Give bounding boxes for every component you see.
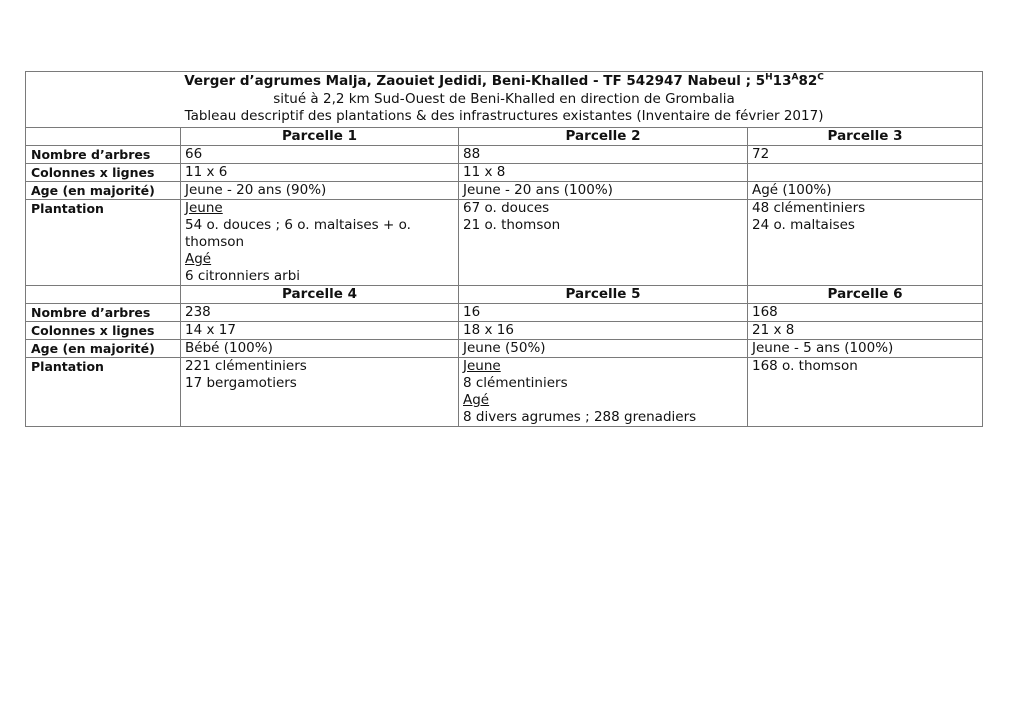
row-age xyxy=(26,181,983,199)
plantation-cell xyxy=(748,357,983,426)
table-cell: Bébé (100%) xyxy=(181,339,459,357)
parcel-name: Parcelle 4 xyxy=(181,285,459,303)
plantation-line: 6 citronniers arbi xyxy=(185,267,301,284)
title-sup-h: H xyxy=(765,72,773,83)
table-cell xyxy=(748,163,983,181)
plantation-cell xyxy=(459,357,748,426)
table-cell: 72 xyxy=(748,145,983,163)
row-grid xyxy=(26,163,983,181)
location-line: situé à 2,2 km Sud-Ouest de Beni-Khalled en direction de Grombalia xyxy=(273,90,735,107)
table-cell: 88 xyxy=(459,145,748,163)
table-cell: Jeune - 5 ans (100%) xyxy=(748,339,983,357)
table-description: Tableau descriptif des plantations & des infrastructures existantes (Inventaire de février 2017) xyxy=(184,108,824,124)
row-trees xyxy=(26,145,983,163)
table-cell: 168 xyxy=(748,303,983,321)
table-cell: 238 xyxy=(181,303,459,321)
title-area-part: 13 xyxy=(772,73,792,89)
empty-corner-cell xyxy=(26,285,181,303)
parcel-name: Parcelle 2 xyxy=(459,127,748,145)
table-cell: 11 x 6 xyxy=(181,163,459,181)
plantation-line: 8 divers agrumes ; 288 grenadiers xyxy=(463,408,697,425)
plantation-line: 24 o. maltaises xyxy=(752,216,855,233)
title-text: Verger d’agrumes Malja, Zaouiet Jedidi, Beni-Khalled - TF 542947 Nabeul ; 5 xyxy=(184,73,766,89)
header-row xyxy=(26,72,983,128)
table-cell: Jeune - 20 ans (100%) xyxy=(459,181,748,199)
table-cell: 14 x 17 xyxy=(181,321,459,339)
plantation-line: 17 bergamotiers xyxy=(185,374,297,391)
table-cell: 66 xyxy=(181,145,459,163)
table-cell: Jeune (50%) xyxy=(459,339,748,357)
plantation-line: Jeune xyxy=(463,357,501,374)
table-cell: 11 x 8 xyxy=(459,163,748,181)
table-cell: 21 x 8 xyxy=(748,321,983,339)
parcel-name: Parcelle 6 xyxy=(748,285,983,303)
plantation-line: Agé xyxy=(185,250,212,267)
parcel-header-row xyxy=(26,127,983,145)
plantation-line: 54 o. douces ; 6 o. maltaises + o. thomson xyxy=(185,216,411,250)
table-header xyxy=(26,72,983,128)
document-title xyxy=(30,73,978,91)
row-label: Colonnes x lignes xyxy=(26,163,181,181)
plantation-cell xyxy=(181,199,459,285)
row-label: Colonnes x lignes xyxy=(26,321,181,339)
row-label: Plantation xyxy=(26,199,181,285)
title-area-part2: 82 xyxy=(798,73,818,89)
table-cell: Jeune - 20 ans (90%) xyxy=(181,181,459,199)
plantation-table xyxy=(25,71,983,427)
title-sup-c: C xyxy=(817,72,824,83)
table-cell: 18 x 16 xyxy=(459,321,748,339)
plantation-line: 168 o. thomson xyxy=(752,357,858,374)
row-age xyxy=(26,339,983,357)
plantation-line: 48 clémentiniers xyxy=(752,199,866,216)
plantation-cell xyxy=(459,199,748,285)
row-trees xyxy=(26,303,983,321)
plantation-line: 67 o. douces xyxy=(463,199,550,216)
row-label: Nombre d’arbres xyxy=(26,303,181,321)
plantation-line: 21 o. thomson xyxy=(463,216,561,233)
table-cell: Agé (100%) xyxy=(748,181,983,199)
row-plantation xyxy=(26,357,983,426)
plantation-line: Agé xyxy=(463,391,490,408)
row-label: Age (en majorité) xyxy=(26,181,181,199)
row-label: Age (en majorité) xyxy=(26,339,181,357)
table-cell: 16 xyxy=(459,303,748,321)
title-sup-a: A xyxy=(791,72,799,83)
plantation-cell xyxy=(181,357,459,426)
row-label: Nombre d’arbres xyxy=(26,145,181,163)
row-plantation xyxy=(26,199,983,285)
row-label: Plantation xyxy=(26,357,181,426)
parcel-name: Parcelle 3 xyxy=(748,127,983,145)
plantation-line: 221 clémentiniers xyxy=(185,357,307,374)
empty-corner-cell xyxy=(26,127,181,145)
row-grid xyxy=(26,321,983,339)
plantation-cell xyxy=(748,199,983,285)
parcel-header-row xyxy=(26,285,983,303)
parcel-name: Parcelle 1 xyxy=(181,127,459,145)
parcel-name: Parcelle 5 xyxy=(459,285,748,303)
plantation-line: Jeune xyxy=(185,199,223,216)
plantation-line: 8 clémentiniers xyxy=(463,374,568,391)
